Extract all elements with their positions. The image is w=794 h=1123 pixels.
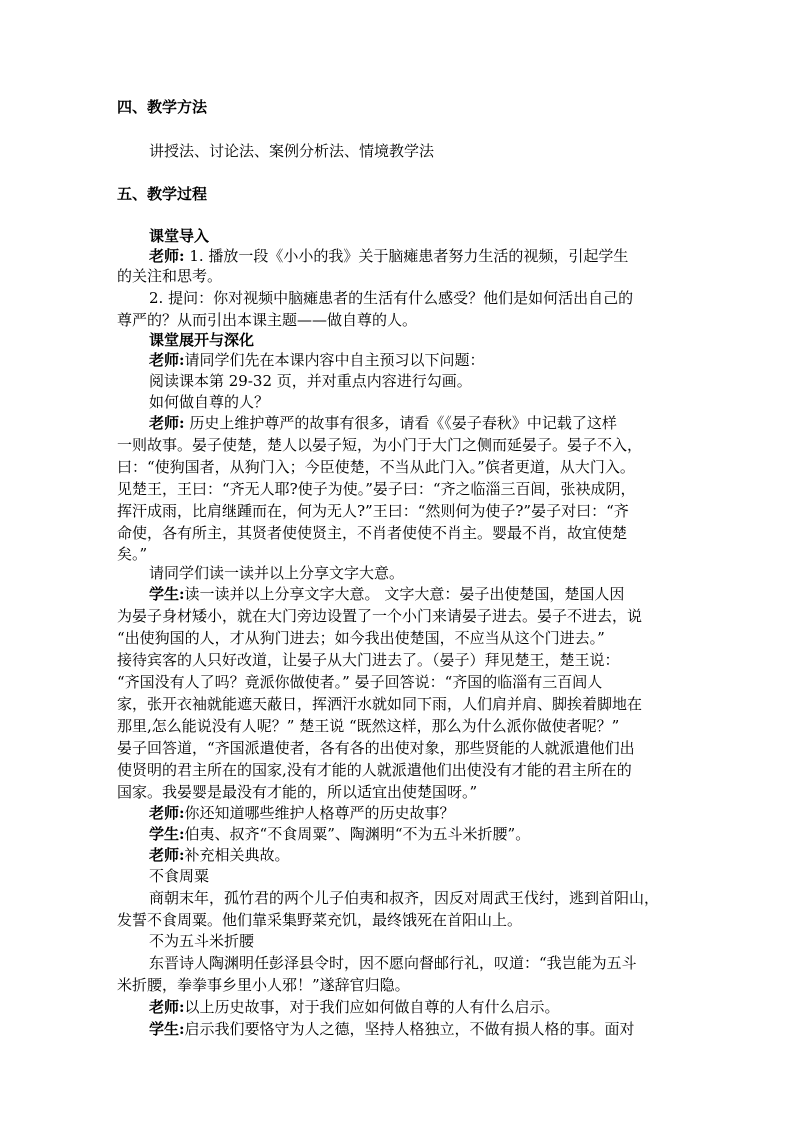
story-text: 矣。” [117,545,148,563]
student-line [149,1019,689,1039]
student-text: 接待宾客的人只好改道，让晏子从大门进去了。（晏子）拜见楚王，楚王说： [117,651,620,669]
teacher-label: 老师: [149,804,185,822]
teacher-label: 老师: [149,998,185,1016]
story-text: 曰：“使狗国者，从狗门入；今臣使楚，不当从此门入。”傧者更道，从大门入。 [117,458,635,476]
story-text: 历史上维护尊严的故事有很多，请看《《晏子春秋》中记载了这样 [184,414,617,432]
teacher-line [149,845,689,865]
student-text: 国家。我晏婴是最没有才能的，所以适宜出使楚国呀。” [117,783,478,801]
student-line [149,824,689,844]
student-text: 晏子回答道，“齐国派遣使者，各有各的出使对象，那些贤能的人就派遣他们出 [117,739,635,757]
teacher-line [149,997,689,1017]
student-label: 学生: [149,585,185,603]
story-text: 一则故事。晏子使楚，楚人以晏子短，为小门于大门之侧而延晏子。晏子不入， [117,436,643,454]
student-text: 启示我们要恪守为人之德，坚持人格独立，不做有损人格的事。面对 [184,1020,635,1038]
student-text: 使贤明的君主所在的国家,没有才能的人就派遣他们出使没有才能的君主所在的 [117,761,632,779]
section4-heading: 四、教学方法 [117,98,208,116]
student-text: 伯夷、叔齐“不食周粟”、陶渊明“不为五斗米折腰”。 [184,825,531,843]
read-instruction: 阅读课本第 29-32 页，并对重点内容进行勾画。 [149,372,472,390]
story-title: 不食周粟 [149,867,210,885]
teacher-label: 老师: [149,351,185,369]
story-text: 见楚王，王曰：“齐无人耶?使子为使。”晏子曰：“齐之临淄三百闾，张袂成阴， [117,480,636,498]
dev-teacher-text: 请同学们先在本课内容中自主预习以下问题： [184,351,485,369]
teacher-label: 老师: [149,414,185,432]
dev-teacher-line [149,350,689,370]
student-text: “出使狗国的人，才从狗门进去；如今我出使楚国，不应当从这个门进去。” [117,629,605,647]
dev-title: 课堂展开与深化 [149,331,255,349]
teacher-text: 补充相关典故。 [184,846,290,864]
intro-teacher-text-cont: 的关注和思考。 [117,267,223,285]
story-text: 命使，各有所主，其贤者使使贤主，不肖者使使不肖主。婴最不肖，故宜使楚 [117,524,628,542]
student-text: “齐国没有人了吗？竟派你做使者。” 晏子回答说：“齐国的临淄有三百闾人 [117,673,603,691]
intro-question: 2. 提问：你对视频中脑瘫患者的生活有什么感受？他们是如何活出自己的 [149,289,634,307]
story-text: 米折腰，拳拳事乡里小人邪！”遂辞官归隐。 [117,976,410,994]
story-text: 发誓不食周粟。他们靠采集野菜充饥，最终饿死在首阳山上。 [117,911,523,929]
teacher-text: 以上历史故事，对于我们应如何做自尊的人有什么启示。 [184,998,560,1016]
story-text: 东晋诗人陶渊明任彭泽县令时，因不愿向督邮行礼，叹道：“我岂能为五斗 [149,954,637,972]
teaching-methods: 讲授法、讨论法、案例分析法、情境教学法 [149,142,435,160]
intro-title: 课堂导入 [149,227,210,245]
student-text: 读一读并以上分享文字大意。 文字大意：晏子出使楚国，楚国人因 [184,585,625,603]
student-text: 那里,怎么能说没有人呢？” 楚王说 “既然这样，那么为什么派你做使者呢？” [117,717,620,735]
share-instruction: 请同学们读一读并以上分享文字大意。 [149,564,405,582]
how-question: 如何做自尊的人？ [149,393,270,411]
story-text: 挥汗成雨，比肩继踵而在，何为无人?”王曰：“然则何为使子?”晏子对曰：“齐 [117,502,629,520]
intro-question-cont: 尊严的？从而引出本课主题——做自尊的人。 [117,311,418,329]
teacher-text: 你还知道哪些维护人格尊严的历史故事？ [184,804,455,822]
story-title: 不为五斗米折腰 [149,932,255,950]
student-label: 学生: [149,1020,185,1038]
teacher-line [149,803,689,823]
student-line [149,584,689,604]
teacher-label: 老师: [149,846,185,864]
section5-heading: 五、教学过程 [117,185,208,203]
teacher-label: 老师: [149,247,185,265]
intro-teacher-line [149,246,689,266]
student-text: 家，张开衣袖就能遮天蔽日，挥洒汗水就如同下雨，人们肩并肩、脚挨着脚地在 [117,695,643,713]
intro-teacher-text: 1. 播放一段《小小的我》关于脑瘫患者努力生活的视频，引起学生 [184,247,629,265]
story-teacher-line [149,413,689,433]
student-text: 为晏子身材矮小，就在大门旁边设置了一个小门来请晏子进去。晏子不进去，说 [117,607,643,625]
story-text: 商朝末年，孤竹君的两个儿子伯夷和叔齐，因反对周武王伐纣，逃到首阳山， [149,889,660,907]
student-label: 学生: [149,825,185,843]
